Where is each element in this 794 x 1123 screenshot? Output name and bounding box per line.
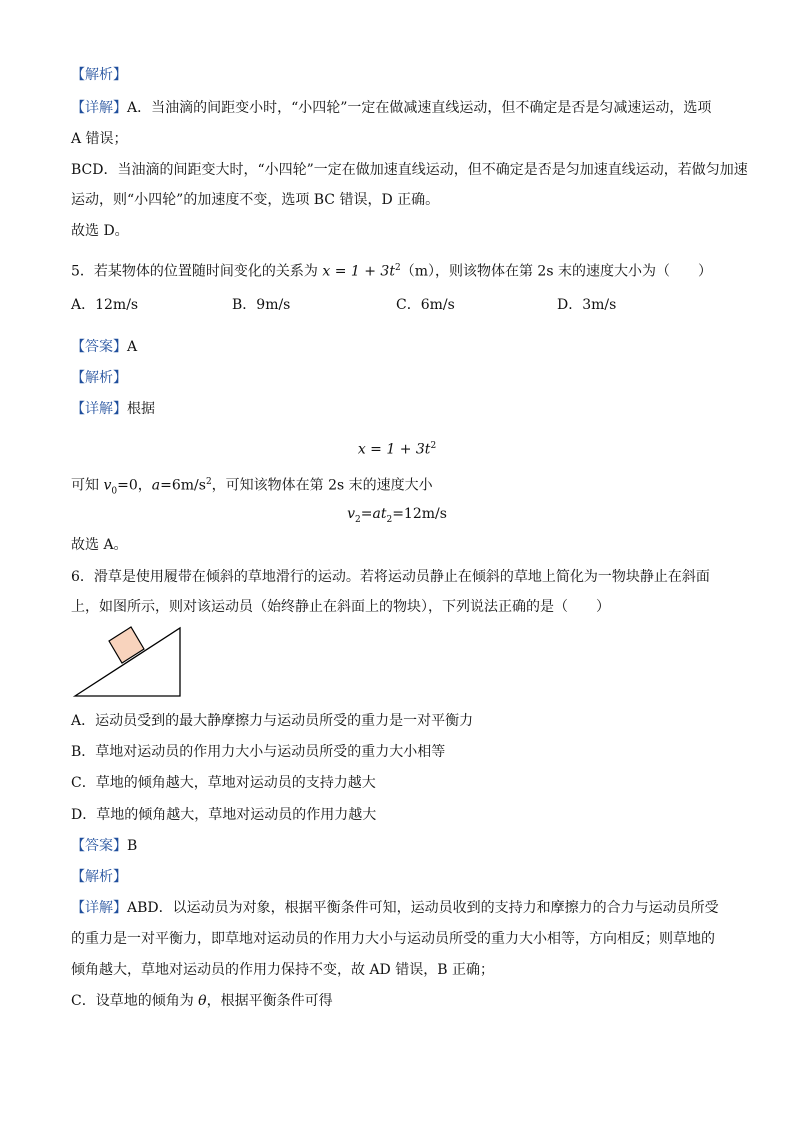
option-b: B．草地对运动员的作用力大小与运动员所受的重力大小相等 (71, 744, 446, 760)
detail-text: 倾角越大，草地对运动员的作用力保持不变，故 AD 错误，B 正确； (71, 962, 494, 978)
question-text: （m），则该物体在第 2s 末的速度大小为（ ） (400, 263, 712, 280)
symbol-at: at (372, 506, 387, 522)
subscript: 2 (386, 514, 393, 525)
text: =12m/s (392, 506, 447, 522)
option-d: D．草地的倾角越大，草地对运动员的作用力越大 (71, 807, 377, 823)
symbol-a: a (151, 477, 161, 494)
text: 可知 (71, 477, 104, 494)
answer-tag: 【答案】 (71, 339, 127, 355)
detail-paragraph (71, 399, 724, 419)
block-on-incline (109, 627, 144, 663)
conclusion: 故选 D。 (71, 223, 129, 239)
option-b: B．9m/s (232, 297, 291, 313)
answer-tag: 【答案】 (71, 838, 127, 854)
question-5-stem (71, 258, 724, 282)
detail-tag: 【详解】 (71, 100, 127, 116)
analysis-tag: 【解析】 (71, 370, 127, 386)
text: =6m/s (160, 477, 206, 494)
incline-diagram (72, 625, 184, 699)
text: ，根据平衡条件可得 (206, 993, 333, 1009)
conclusion: 故选 A。 (71, 537, 128, 553)
formula: x = 1 + 3t (322, 263, 395, 280)
detail-text: BCD．当油滴的间距变大时，“小四轮”一定在做加速直线运动，但不确定是否是匀加速直线运动，若做匀加速 (71, 162, 748, 178)
formula-exponent: 2 (394, 263, 401, 273)
option-a: A．运动员受到的最大静摩擦力与运动员所受的重力是一对平衡力 (71, 713, 474, 729)
detail-text: A．当油滴的间距变小时，“小四轮”一定在做减速直线运动，但不确定是否是匀减速运动，选项 (127, 100, 712, 116)
detail-text: A 错误； (71, 131, 128, 147)
subscript: 0 (111, 486, 118, 497)
equation-1 (0, 436, 794, 460)
detail-tag: 【详解】 (71, 900, 127, 916)
answer-value: A (127, 339, 138, 355)
text: =0， (117, 477, 152, 494)
question-text: 5．若某物体的位置随时间变化的关系为 (71, 263, 323, 280)
formula: x = 1 + 3t (357, 441, 431, 458)
text: C．设草地的倾角为 (71, 993, 199, 1009)
answer-line (71, 337, 724, 357)
detail-text: 根据 (127, 401, 155, 417)
option-d: D．3m/s (557, 297, 617, 313)
known-quantities (71, 472, 724, 501)
analysis-tag: 【解析】 (71, 869, 127, 885)
detail-text: ABD．以运动员为对象，根据平衡条件可知，运动员收到的支持力和摩擦力的合力与运动员所受 (127, 900, 719, 916)
exponent: 2 (205, 477, 212, 487)
option-c: C．6m/s (396, 297, 455, 313)
equation-2 (0, 504, 794, 530)
detail-text (71, 991, 724, 1011)
question-6-stem-line2: 上，如图所示，则对该运动员（始终静止在斜面上的物块），下列说法正确的是（ ） (71, 599, 610, 615)
answer-line (71, 836, 724, 856)
symbol-v: v (347, 506, 355, 522)
symbol-v: v (103, 477, 112, 494)
option-a: A．12m/s (71, 297, 139, 313)
detail-text: 的重力是一对平衡力，即草地对运动员的作用力大小与运动员所受的重力大小相等，方向相反；则草地的 (71, 931, 715, 947)
formula-exponent: 2 (430, 441, 437, 451)
detail-paragraph (71, 898, 724, 918)
question-6-stem-line1: 6．滑草是使用履带在倾斜的草地滑行的运动。若将运动员静止在倾斜的草地上简化为一物块静止在斜面 (71, 569, 710, 585)
text: ，可知该物体在第 2s 末的速度大小 (211, 477, 433, 494)
answer-value: B (127, 838, 138, 854)
detail-text: 运动，则“小四轮”的加速度不变，选项 BC 错误，D 正确。 (71, 192, 440, 208)
option-c: C．草地的倾角越大，草地对运动员的支持力越大 (71, 775, 376, 791)
detail-paragraph (71, 98, 724, 118)
analysis-tag: 【解析】 (71, 67, 127, 83)
subscript: 2 (355, 514, 361, 525)
symbol-theta: θ (198, 993, 207, 1009)
text: = (360, 506, 373, 522)
detail-tag: 【详解】 (71, 401, 127, 417)
